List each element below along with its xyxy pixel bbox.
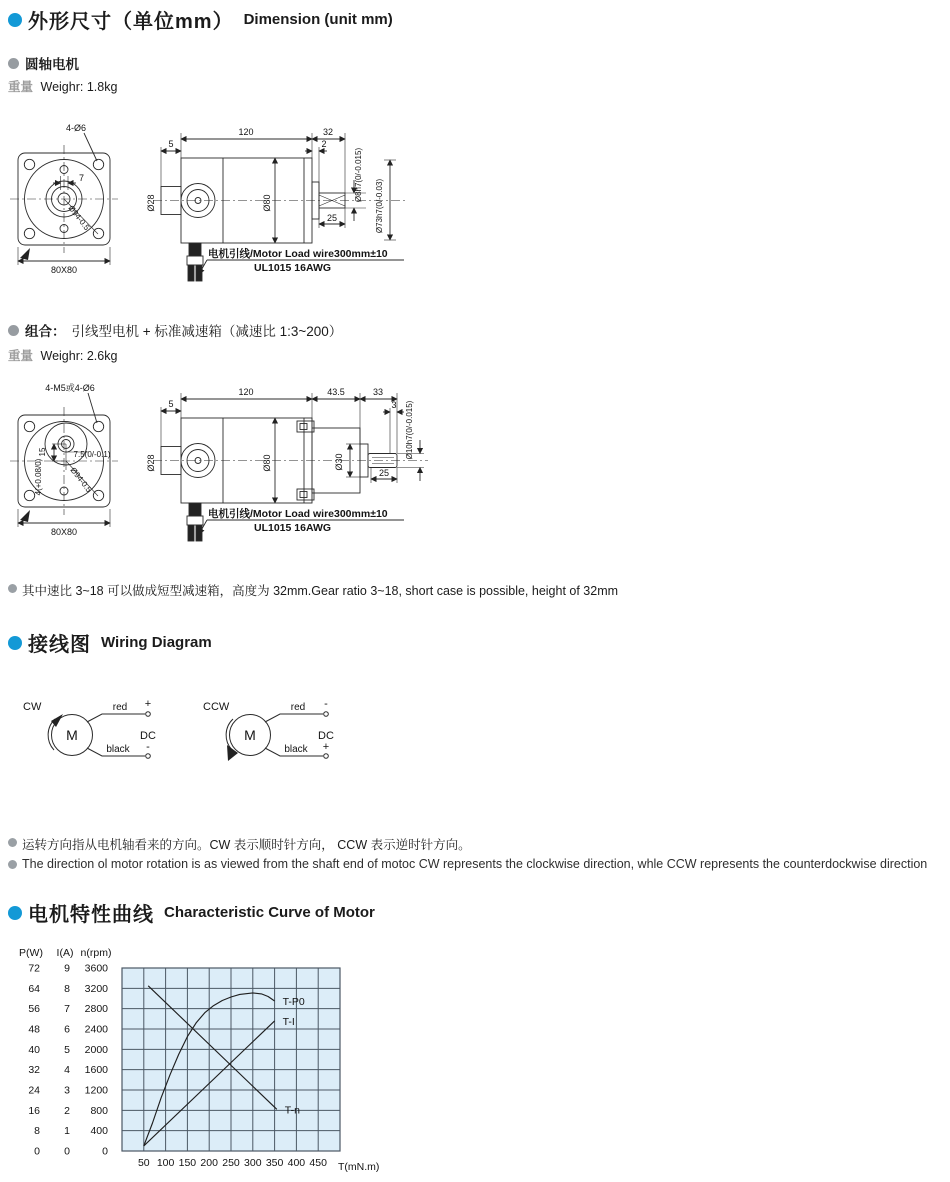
dim-front-holes: 4-M5或4-Ø6 [45,383,95,393]
series-label-T-P0: T-P0 [282,996,305,1009]
note-bullet-icon [8,860,17,869]
round-shaft-title: 圆轴电机 [25,57,79,72]
dim-body-length: 120 [238,127,254,137]
cw-dc-label: DC [140,730,156,742]
y-tick-label: 3200 [84,982,108,995]
dim-step: 3 [391,400,397,410]
x-tick-label: 100 [156,1157,175,1169]
x-tick-label: 150 [178,1157,197,1169]
ccw-label: CCW [203,701,230,713]
dim-front-base: 80X80 [50,527,78,537]
x-tick-label: 300 [244,1157,262,1169]
ccw-circuit [226,712,328,761]
dim-shaft-length: 32 [322,127,334,137]
wire-note-line1: 电机引线/Motor Load wire300mm±10 [208,508,388,520]
wire-note-line2: UL1015 16AWG [254,522,332,534]
y-tick-label: 4 [64,1064,70,1077]
y-tick-label: 8 [64,982,70,995]
dim-front-base: 80X80 [50,265,78,275]
round-shaft-drawing [8,118,453,293]
ccw-plus-sign: + [322,741,330,753]
dim-shaft-dia: Ø8h7(0/-0.015) [354,147,363,203]
rotation-note-en-text: The direction ol motor rotation is as viewed from the shaft end of motoc CW represents the clockwise direction, whle CCW represents the counterdockwise direction [22,857,928,871]
x-tick-label: 400 [287,1157,306,1169]
blue-bullet-icon [8,13,22,27]
y-tick-label: 9 [64,962,70,975]
series-label-T-I: T-I [282,1015,295,1028]
series-label-T-n: T-n [284,1104,300,1117]
y-tick-label: 3 [64,1084,70,1097]
cw-black-wire-label: black [106,744,130,755]
y-tick-label: 0 [102,1145,108,1158]
note-bullet-icon [8,584,17,593]
cw-red-wire-label: red [112,702,128,713]
y-tick-label: 64 [28,982,40,995]
curve-heading [8,898,375,927]
blue-bullet-icon [8,906,22,920]
dim-body-length: 120 [238,387,254,397]
y-tick-label: 2400 [84,1023,108,1036]
dim-front-holes: 4-Ø6 [65,123,87,133]
front-view [10,133,118,265]
round-shaft-weight [8,77,117,95]
dim-shaft-flat: 25 [378,468,390,478]
y-tick-label: 1600 [84,1064,108,1077]
wiring-title-en: Wiring Diagram [101,634,212,651]
dim-boss-dia: Ø28 [146,194,156,212]
wire-note-line2: UL1015 16AWG [254,262,332,274]
x-tick-label: 450 [309,1157,327,1169]
characteristic-curve-chart [8,940,488,1182]
dim-output-boss-dia: Ø30 [334,453,344,471]
y-axis-header: n(rpm) [80,947,112,959]
y-tick-label: 40 [28,1043,40,1056]
section-dimension-heading [8,5,393,34]
ccw-dc-label: DC [318,730,334,742]
section-title-en: Dimension (unit mm) [243,11,393,28]
dim-front-spigot: Ø94-0.5 [68,465,94,495]
dim-gap: 5 [168,139,174,149]
wiring-diagram [8,690,368,790]
dim-boss-dia: Ø28 [146,454,156,472]
y-tick-label: 2 [64,1104,70,1117]
ccw-minus-sign: - [324,698,328,710]
wiring-title-cn: 接线图 [28,634,91,656]
round-shaft-heading [8,53,79,73]
ccw-black-wire-label: black [284,744,308,755]
weight-label-cn: 重量 [8,80,34,94]
gear-ratio-note [8,581,928,599]
y-tick-label: 800 [90,1104,108,1117]
x-axis-label: T(mN.m) [338,1161,380,1173]
cw-motor-label: M [66,727,78,743]
y-tick-label: 8 [34,1125,40,1138]
cw-label: CW [23,701,42,713]
y-axis-header: I(A) [56,947,74,959]
wire-note-line1: 电机引线/Motor Load wire300mm±10 [208,248,388,260]
dim-shaft-section: 33 [372,387,384,397]
x-tick-label: 50 [137,1157,150,1169]
y-tick-label: 16 [28,1104,40,1117]
gear-ratio-note-text: 其中速比 3~18 可以做成短型减速箱，高度为 32mm.Gear ratio 3~18, short case is possible, height of 32mm [22,584,619,598]
dim-body-dia: Ø80 [262,454,272,472]
y-tick-label: 3600 [84,962,108,975]
cw-minus-sign: - [146,741,150,753]
front-view [10,393,118,527]
y-tick-label: 6 [64,1023,70,1036]
y-tick-label: 7 [64,1003,70,1016]
y-tick-label: 0 [64,1145,70,1158]
combo-title-bold: 组合： [25,324,66,339]
cw-plus-sign: + [144,698,152,710]
y-tick-label: 1200 [84,1084,108,1097]
section-title-cn: 外形尺寸（单位mm） [28,11,234,33]
gray-bullet-icon [8,325,19,336]
dim-front-15: 15 [38,447,47,457]
dim-front-spigot: Ø94-0.5 [66,203,92,233]
ccw-red-wire-label: red [290,702,306,713]
y-axis-header: P(W) [19,947,43,959]
rotation-note-en [8,857,943,871]
x-tick-label: 200 [200,1157,218,1169]
dim-gearbox-length: 43.5 [327,387,345,397]
combo-title-rest: 引线型电机 + 标准减速箱（减速比 1:3~200） [71,324,343,339]
dim-shaft-dia: Ø10h7(0/-0.015) [405,400,414,460]
y-tick-label: 24 [28,1084,40,1097]
rotation-note-cn [8,835,938,853]
x-tick-label: 350 [265,1157,284,1169]
dim-flange-dia: Ø73h7(0/-0.03) [375,178,384,234]
dim-gap: 5 [168,399,174,409]
y-tick-label: 2000 [84,1043,108,1056]
y-tick-label: 2800 [84,1003,108,1016]
blue-bullet-icon [8,636,22,650]
y-tick-label: 32 [28,1064,40,1077]
y-tick-label: 48 [28,1023,40,1036]
weight-value: Weighr: 1.8kg [40,80,118,94]
rotation-note-cn-text: 运转方向指从电机轴看来的方向。CW 表示顺时针方向， CCW 表示逆时针方向。 [22,838,471,852]
ccw-motor-label: M [244,727,256,743]
dim-front-75: 7.5(0/-0.1) [73,450,111,459]
weight-value: Weighr: 2.6kg [40,349,118,363]
note-bullet-icon [8,838,17,847]
gray-bullet-icon [8,58,19,69]
y-tick-label: 72 [28,962,40,975]
x-tick-label: 250 [222,1157,240,1169]
wiring-heading [8,628,212,657]
dim-front-key: 7 [79,173,85,183]
cw-circuit [48,712,150,759]
curve-title-cn: 电机特性曲线 [28,904,154,926]
dim-body-dia: Ø80 [262,194,272,212]
y-tick-label: 5 [64,1043,70,1056]
combo-weight [8,346,117,364]
curve-title-en: Characteristic Curve of Motor [164,904,375,921]
gearmotor-drawing [8,378,453,553]
weight-label-cn: 重量 [8,349,34,363]
y-tick-label: 1 [64,1125,70,1138]
y-tick-label: 400 [90,1125,108,1138]
dim-step: 2 [321,139,327,149]
y-tick-label: 0 [34,1145,40,1158]
combo-heading [8,320,342,340]
dim-front-4: 4(+0.08/0) [34,458,43,496]
y-tick-label: 56 [28,1003,40,1016]
dim-shaft-flat: 25 [326,213,338,223]
